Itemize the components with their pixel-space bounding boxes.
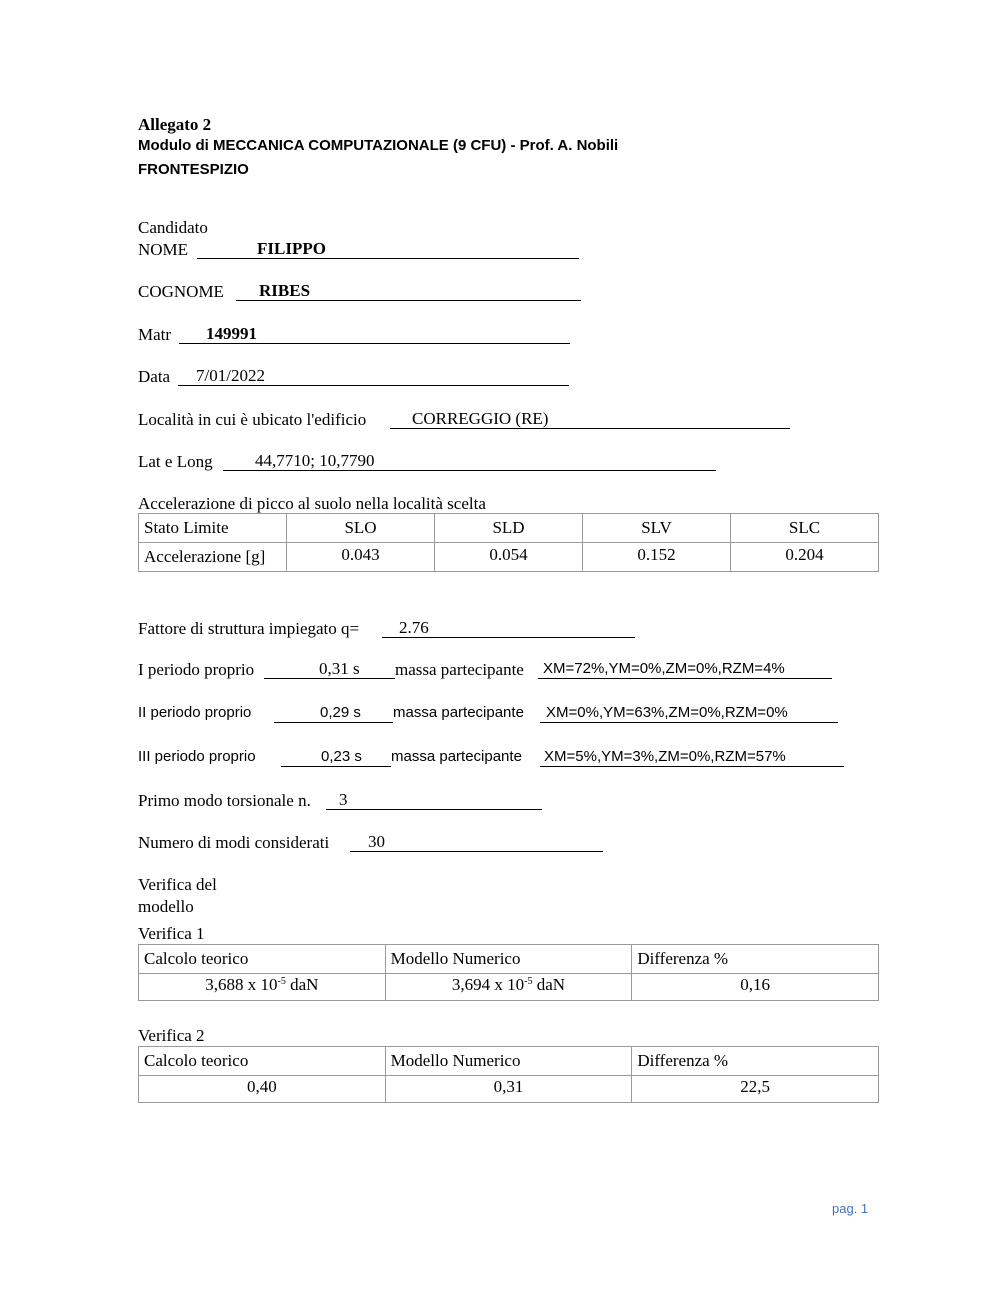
verifica1-header-numerico: Modello Numerico <box>385 945 632 974</box>
localita-value: CORREGGIO (RE) <box>412 409 549 428</box>
data-value: 7/01/2022 <box>196 366 265 385</box>
cognome-label: COGNOME <box>138 282 224 301</box>
torsionale-field <box>326 791 542 810</box>
localita-label: Località in cui è ubicato l'edificio <box>138 410 367 429</box>
verifica2-header-numerico: Modello Numerico <box>385 1047 632 1076</box>
verifica-modello-line1: Verifica del <box>138 875 217 894</box>
localita-field <box>390 410 790 429</box>
verifica1-header-teorico: Calcolo teorico <box>139 945 386 974</box>
stato-slo: SLO <box>287 514 435 543</box>
valore-slv: 0.152 <box>583 543 731 572</box>
periodo3-field <box>281 748 391 767</box>
verifica1-header-differenza: Differenza % <box>632 945 879 974</box>
verifica1-teorico <box>139 974 386 1001</box>
matr-value: 149991 <box>206 324 257 343</box>
matr-field <box>179 325 570 344</box>
periodo1-label: I periodo proprio <box>138 660 255 679</box>
massa3-value: XM=5%,YM=3%,ZM=0%,RZM=57% <box>544 748 786 765</box>
candidato-label: Candidato <box>138 218 208 237</box>
valore-slo: 0.043 <box>287 543 435 572</box>
fattore-value: 2.76 <box>399 618 429 637</box>
modi-field <box>350 833 603 852</box>
nome-label: NOME <box>138 240 189 259</box>
verifica1-teorico-unit: daN <box>285 975 319 994</box>
verifica1-teorico-exp: -5 <box>277 976 286 987</box>
massa3-label: massa partecipante <box>391 748 522 765</box>
latlong-label: Lat e Long <box>138 452 213 471</box>
verifica-modello-line2: modello <box>138 897 194 916</box>
latlong-field <box>223 452 716 471</box>
verifica2-differenza: 22,5 <box>632 1076 879 1103</box>
verifica1-differenza: 0,16 <box>632 974 879 1001</box>
verifica1-title: Verifica 1 <box>138 924 205 943</box>
periodo3-value: 0,23 s <box>321 748 362 765</box>
verifica2-header-teorico: Calcolo teorico <box>139 1047 386 1076</box>
periodo2-label: II periodo proprio <box>138 704 252 721</box>
cognome-field <box>236 282 581 301</box>
table-row <box>139 514 879 543</box>
verifica2-numerico: 0,31 <box>385 1076 632 1103</box>
table-row <box>139 543 879 572</box>
stato-sld: SLD <box>435 514 583 543</box>
stato-limite-header: Stato Limite <box>139 514 287 543</box>
table-row <box>139 945 879 974</box>
verifica1-numerico <box>385 974 632 1001</box>
periodo1-field <box>264 660 395 679</box>
table-row <box>139 1047 879 1076</box>
table-row <box>139 1076 879 1103</box>
fattore-field <box>382 619 635 638</box>
massa1-field <box>538 660 832 679</box>
periodo3-label: III periodo proprio <box>138 748 256 765</box>
torsionale-value: 3 <box>339 790 348 809</box>
frontespizio-title: FRONTESPIZIO <box>138 161 249 178</box>
allegato-title: Allegato 2 <box>138 115 212 134</box>
accelerazione-row-label: Accelerazione [g] <box>139 543 287 572</box>
nome-field <box>197 240 579 259</box>
valore-sld: 0.054 <box>435 543 583 572</box>
torsionale-label: Primo modo torsionale n. <box>138 791 311 810</box>
verifica1-numerico-exp: -5 <box>524 976 533 987</box>
periodo1-value: 0,31 s <box>319 659 360 678</box>
accelerazione-table <box>138 513 879 572</box>
periodo2-value: 0,29 s <box>320 704 361 721</box>
modi-value: 30 <box>368 832 385 851</box>
verifica2-header-differenza: Differenza % <box>632 1047 879 1076</box>
verifica1-teorico-base: 3,688 x 10 <box>205 975 278 994</box>
massa2-field <box>540 704 838 723</box>
verifica2-table <box>138 1046 879 1103</box>
periodo2-field <box>274 704 393 723</box>
verifica2-teorico: 0,40 <box>139 1076 386 1103</box>
matr-label: Matr <box>138 325 172 344</box>
table-row <box>139 974 879 1001</box>
cognome-value: RIBES <box>259 281 311 300</box>
stato-slc: SLC <box>731 514 879 543</box>
modulo-title: Modulo di MECCANICA COMPUTAZIONALE (9 CFU) - Prof. A. Nobili <box>138 137 619 154</box>
page-number: pag. 1 <box>832 1201 869 1216</box>
massa2-value: XM=0%,YM=63%,ZM=0%,RZM=0% <box>546 704 788 721</box>
verifica1-table <box>138 944 879 1001</box>
verifica1-numerico-unit: daN <box>532 975 566 994</box>
valore-slc: 0.204 <box>731 543 879 572</box>
massa2-label: massa partecipante <box>393 704 524 721</box>
verifica1-numerico-base: 3,694 x 10 <box>451 975 525 994</box>
fattore-label: Fattore di struttura impiegato q= <box>138 619 360 638</box>
accelerazione-title: Accelerazione di picco al suolo nella località scelta <box>138 494 486 513</box>
data-label: Data <box>138 367 171 386</box>
verifica2-title: Verifica 2 <box>138 1026 205 1045</box>
data-field <box>178 367 569 386</box>
massa3-field <box>540 748 844 767</box>
modi-label: Numero di modi considerati <box>138 833 330 852</box>
nome-value: FILIPPO <box>257 239 326 258</box>
massa1-label: massa partecipante <box>395 660 524 679</box>
stato-slv: SLV <box>583 514 731 543</box>
massa1-value: XM=72%,YM=0%,ZM=0%,RZM=4% <box>543 660 785 677</box>
latlong-value: 44,7710; 10,7790 <box>255 451 375 470</box>
